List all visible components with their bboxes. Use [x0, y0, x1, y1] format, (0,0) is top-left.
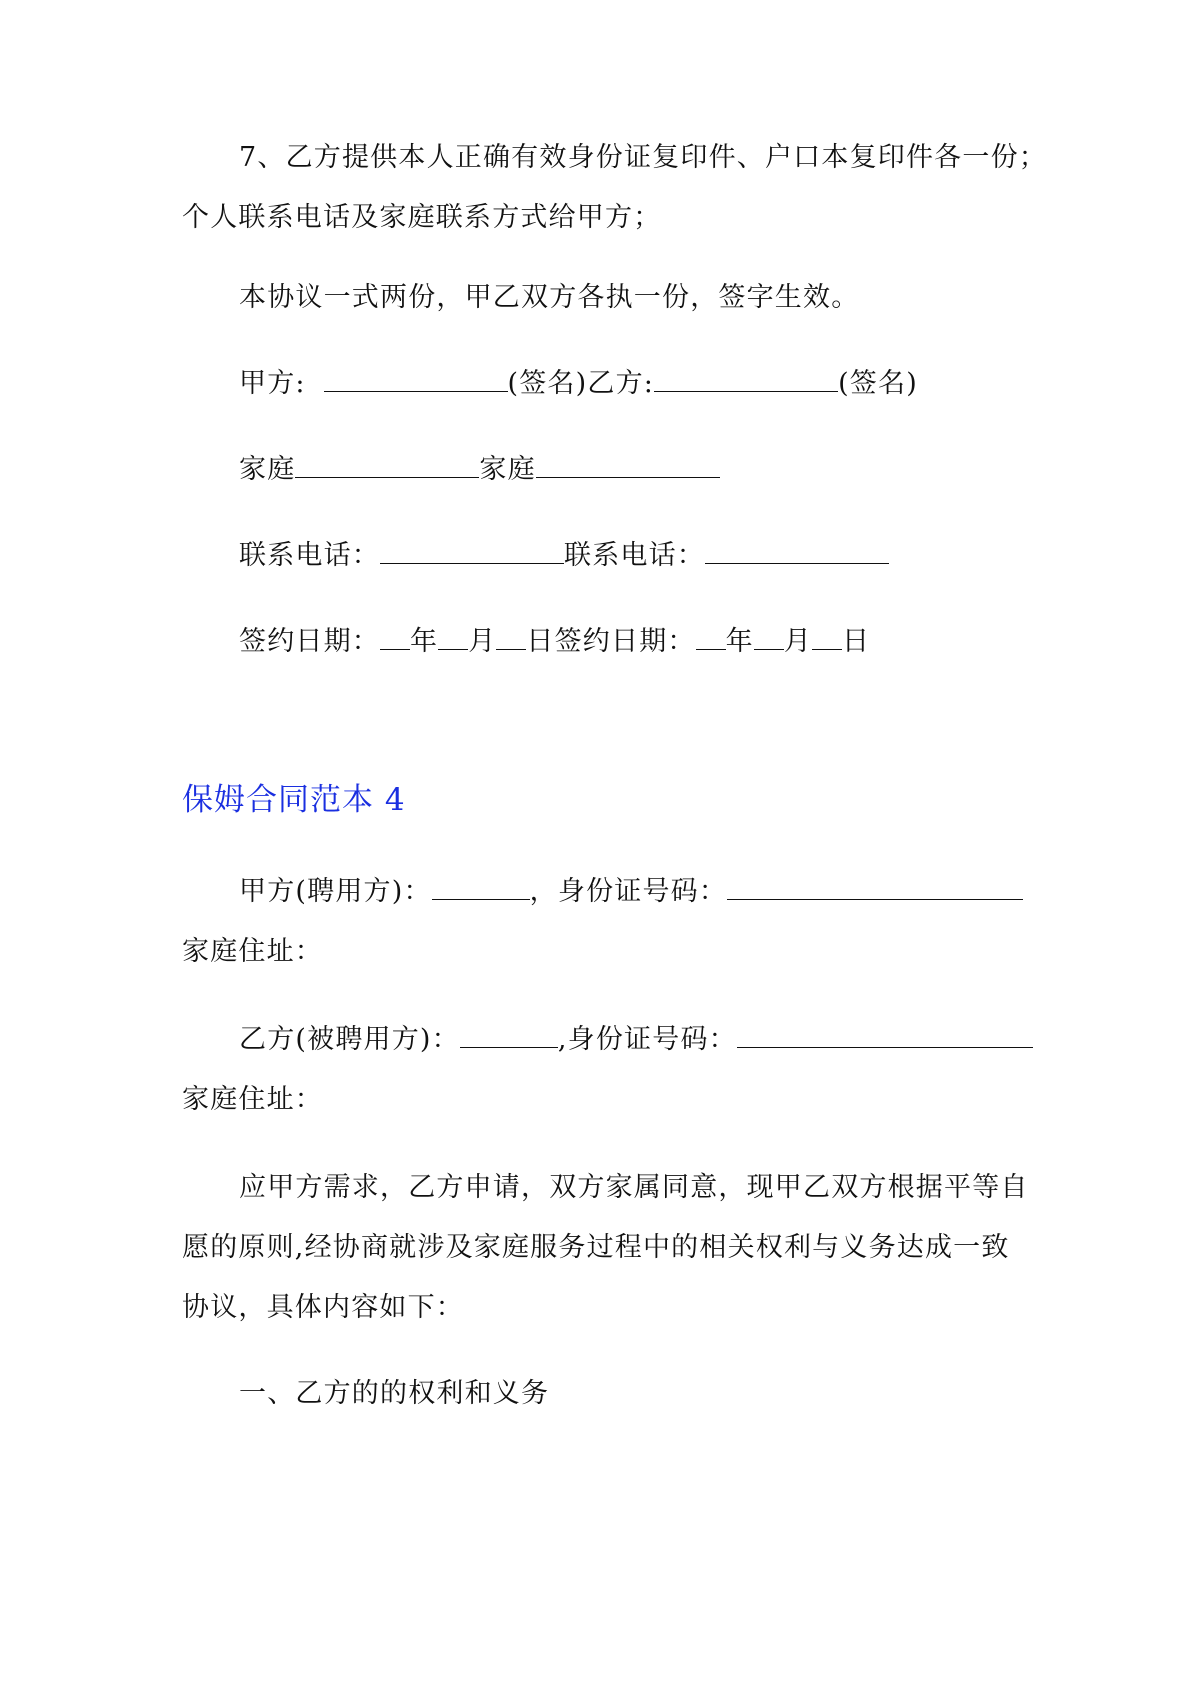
- party-a-id-blank[interactable]: [727, 877, 1023, 900]
- month-b-blank[interactable]: [754, 627, 784, 650]
- phone-b-blank[interactable]: [705, 541, 889, 564]
- day-b-blank[interactable]: [812, 627, 842, 650]
- agreement-copies: 本协议一式两份，甲乙双方各执一份，签字生效。: [239, 282, 860, 313]
- family-b-label: 家庭: [479, 454, 536, 485]
- signature-row: [182, 354, 1017, 414]
- family-a-label: 家庭: [239, 454, 296, 485]
- sign-b-label: (签名): [838, 368, 918, 399]
- party-a-info: 甲方(聘用方)： ，身份证号码： 家庭住址：: [182, 862, 1017, 982]
- phone-a-label: 联系电话：: [239, 540, 380, 571]
- clause-7-line-1: 7、乙方提供本人正确有效身份证复印件、户口本复印件各一份；: [239, 142, 1047, 173]
- month-a-blank[interactable]: [438, 627, 468, 650]
- party-b-sign-blank[interactable]: [654, 369, 838, 392]
- section-one-heading: 一、乙方的的权利和义务: [239, 1378, 550, 1409]
- date-b-label: 日签约日期：: [526, 626, 696, 657]
- sign-a-label: (签名)乙方:: [507, 368, 655, 399]
- party-b-address: 家庭住址：: [182, 1084, 323, 1115]
- party-b-name-blank[interactable]: [460, 1025, 558, 1048]
- day-a-blank[interactable]: [496, 627, 526, 650]
- family-row: [182, 440, 1017, 500]
- date-row: 签约日期： 年 月 日签约日期： 年 月 日: [239, 626, 871, 657]
- party-a-label: 甲方:: [239, 368, 306, 399]
- section-heading: 保姆合同范本 4: [182, 782, 406, 818]
- phone-a-blank[interactable]: [380, 541, 564, 564]
- party-a-name-blank[interactable]: [432, 877, 530, 900]
- phone-row: [182, 526, 1017, 586]
- party-b-info: 乙方(被聘用方)： ,身份证号码： 家庭住址：: [182, 1010, 1017, 1130]
- year-a-blank[interactable]: [380, 627, 410, 650]
- clause-7-line-2: 个人联系电话及家庭联系方式给甲方；: [182, 202, 662, 233]
- party-a-sign-blank[interactable]: [324, 369, 508, 392]
- family-b-blank[interactable]: [536, 455, 720, 478]
- party-b-id-blank[interactable]: [737, 1025, 1033, 1048]
- family-a-blank[interactable]: [295, 455, 479, 478]
- date-a-label: 签约日期：: [239, 626, 380, 657]
- party-a-address: 家庭住址：: [182, 936, 323, 967]
- clause-7: [182, 128, 1047, 248]
- preamble: 应甲方需求，乙方申请，双方家属同意，现甲乙双方根据平等自 愿的原则,经协商就涉及家庭服务过程中的相关权利与义务达成一致 协议，具体内容如下：: [182, 1172, 1029, 1323]
- phone-b-label: 联系电话：: [564, 540, 705, 571]
- year-b-blank[interactable]: [696, 627, 726, 650]
